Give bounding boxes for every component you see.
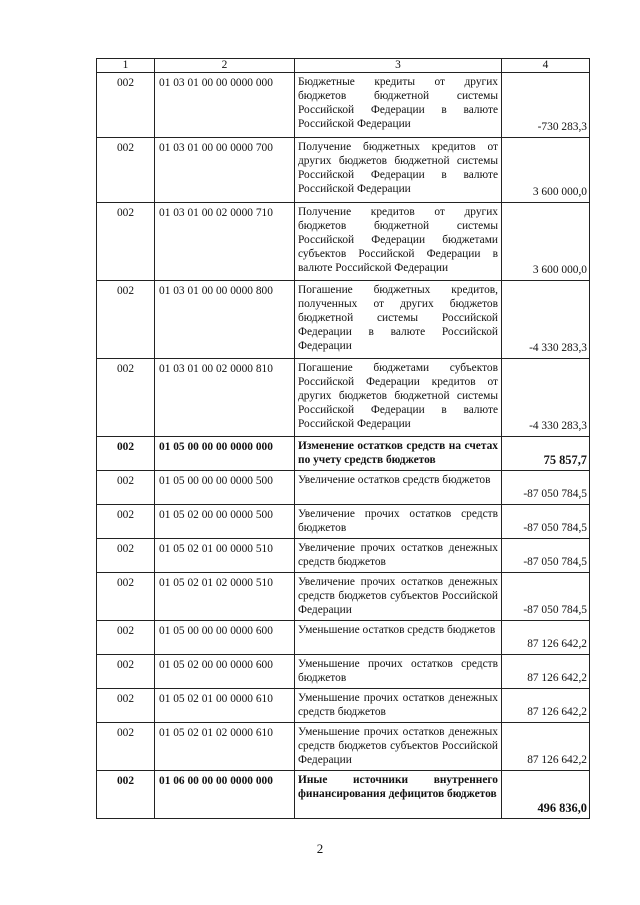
row-kbk-cell: 01 05 00 00 00 0000 000 — [155, 437, 295, 471]
row-sum-cell: -730 283,3 — [502, 73, 590, 138]
row-kbk-cell: 01 05 02 00 00 0000 600 — [155, 655, 295, 689]
row-sum-cell: 87 126 642,2 — [502, 689, 590, 723]
row-kbk-cell: 01 05 02 01 02 0000 610 — [155, 723, 295, 771]
row-name-cell: Изменение остатков средств на счетах по учету средств бюджетов — [295, 437, 502, 471]
row-sum-cell: 87 126 642,2 — [502, 655, 590, 689]
table-row — [97, 655, 590, 689]
table-row — [97, 73, 590, 138]
row-kbk-cell: 01 03 01 00 00 0000 700 — [155, 138, 295, 203]
row-code-cell: 002 — [97, 723, 155, 771]
table-header-row — [97, 59, 590, 73]
table-row — [97, 723, 590, 771]
row-code-cell: 002 — [97, 203, 155, 281]
column-header-3: 3 — [295, 59, 502, 73]
table-row — [97, 203, 590, 281]
row-name-cell: Уменьшение прочих остатков средств бюджетов — [295, 655, 502, 689]
row-sum-cell: -87 050 784,5 — [502, 471, 590, 505]
table-row — [97, 471, 590, 505]
row-kbk-cell: 01 03 01 00 00 0000 800 — [155, 281, 295, 359]
row-code-cell: 002 — [97, 621, 155, 655]
row-sum-cell: -4 330 283,3 — [502, 281, 590, 359]
row-name-cell: Увеличение прочих остатков денежных средств бюджетов — [295, 539, 502, 573]
row-sum-cell: -87 050 784,5 — [502, 539, 590, 573]
column-header-4: 4 — [502, 59, 590, 73]
column-header-1: 1 — [97, 59, 155, 73]
row-name-cell: Увеличение остатков средств бюджетов — [295, 471, 502, 505]
row-name-cell: Уменьшение прочих остатков денежных средств бюджетов — [295, 689, 502, 723]
row-name-cell: Уменьшение остатков средств бюджетов — [295, 621, 502, 655]
row-sum-cell: 87 126 642,2 — [502, 621, 590, 655]
row-name-cell: Погашение бюджетных кредитов, полученных от других бюджетов бюджетной системы Российской Федерации в валюте Российской Федерации — [295, 281, 502, 359]
table-row — [97, 573, 590, 621]
budget-sources-table — [96, 58, 590, 819]
row-kbk-cell: 01 03 01 00 00 0000 000 — [155, 73, 295, 138]
row-code-cell: 002 — [97, 689, 155, 723]
table-row — [97, 771, 590, 819]
row-kbk-cell: 01 06 00 00 00 0000 000 — [155, 771, 295, 819]
row-code-cell: 002 — [97, 539, 155, 573]
row-code-cell: 002 — [97, 281, 155, 359]
row-kbk-cell: 01 05 02 01 00 0000 610 — [155, 689, 295, 723]
row-code-cell: 002 — [97, 655, 155, 689]
column-header-2: 2 — [155, 59, 295, 73]
row-code-cell: 002 — [97, 771, 155, 819]
page-number: 2 — [316, 841, 324, 856]
row-kbk-cell: 01 05 02 00 00 0000 500 — [155, 505, 295, 539]
table-row — [97, 138, 590, 203]
row-name-cell: Получение кредитов от других бюджетов бюджетной системы Российской Федерации бюджетами субъектов Российской Федерации в валюте Российской Федерации — [295, 203, 502, 281]
table-row — [97, 437, 590, 471]
row-name-cell: Иные источники внутреннего финансирования дефицитов бюджетов — [295, 771, 502, 819]
row-sum-cell: -87 050 784,5 — [502, 573, 590, 621]
row-sum-cell: -87 050 784,5 — [502, 505, 590, 539]
table-body — [97, 73, 590, 819]
row-sum-cell: 87 126 642,2 — [502, 723, 590, 771]
row-kbk-cell: 01 03 01 00 02 0000 810 — [155, 359, 295, 437]
row-sum-cell: -4 330 283,3 — [502, 359, 590, 437]
row-code-cell: 002 — [97, 359, 155, 437]
row-sum-cell: 75 857,7 — [502, 437, 590, 471]
table-row — [97, 505, 590, 539]
row-kbk-cell: 01 05 00 00 00 0000 500 — [155, 471, 295, 505]
row-name-cell: Увеличение прочих остатков средств бюджетов — [295, 505, 502, 539]
table-row — [97, 539, 590, 573]
row-sum-cell: 3 600 000,0 — [502, 203, 590, 281]
row-name-cell: Уменьшение прочих остатков денежных средств бюджетов субъектов Российской Федерации — [295, 723, 502, 771]
row-code-cell: 002 — [97, 573, 155, 621]
row-code-cell: 002 — [97, 138, 155, 203]
row-sum-cell: 496 836,0 — [502, 771, 590, 819]
row-kbk-cell: 01 05 00 00 00 0000 600 — [155, 621, 295, 655]
row-sum-cell: 3 600 000,0 — [502, 138, 590, 203]
row-code-cell: 002 — [97, 73, 155, 138]
row-kbk-cell: 01 05 02 01 00 0000 510 — [155, 539, 295, 573]
row-code-cell: 002 — [97, 471, 155, 505]
table-row — [97, 621, 590, 655]
row-name-cell: Бюджетные кредиты от других бюджетов бюджетной системы Российской Федерации в валюте Российской Федерации — [295, 73, 502, 138]
table-row — [97, 281, 590, 359]
row-code-cell: 002 — [97, 437, 155, 471]
table-row — [97, 689, 590, 723]
row-name-cell: Увеличение прочих остатков денежных средств бюджетов субъектов Российской Федерации — [295, 573, 502, 621]
row-name-cell: Получение бюджетных кредитов от других бюджетов бюджетной системы Российской Федерации в валюте Российской Федерации — [295, 138, 502, 203]
row-kbk-cell: 01 03 01 00 02 0000 710 — [155, 203, 295, 281]
row-kbk-cell: 01 05 02 01 02 0000 510 — [155, 573, 295, 621]
table-row — [97, 359, 590, 437]
row-name-cell: Погашение бюджетами субъектов Российской Федерации кредитов от других бюджетов бюджетной системы Российской Федерации в валюте Российской Федерации — [295, 359, 502, 437]
row-code-cell: 002 — [97, 505, 155, 539]
